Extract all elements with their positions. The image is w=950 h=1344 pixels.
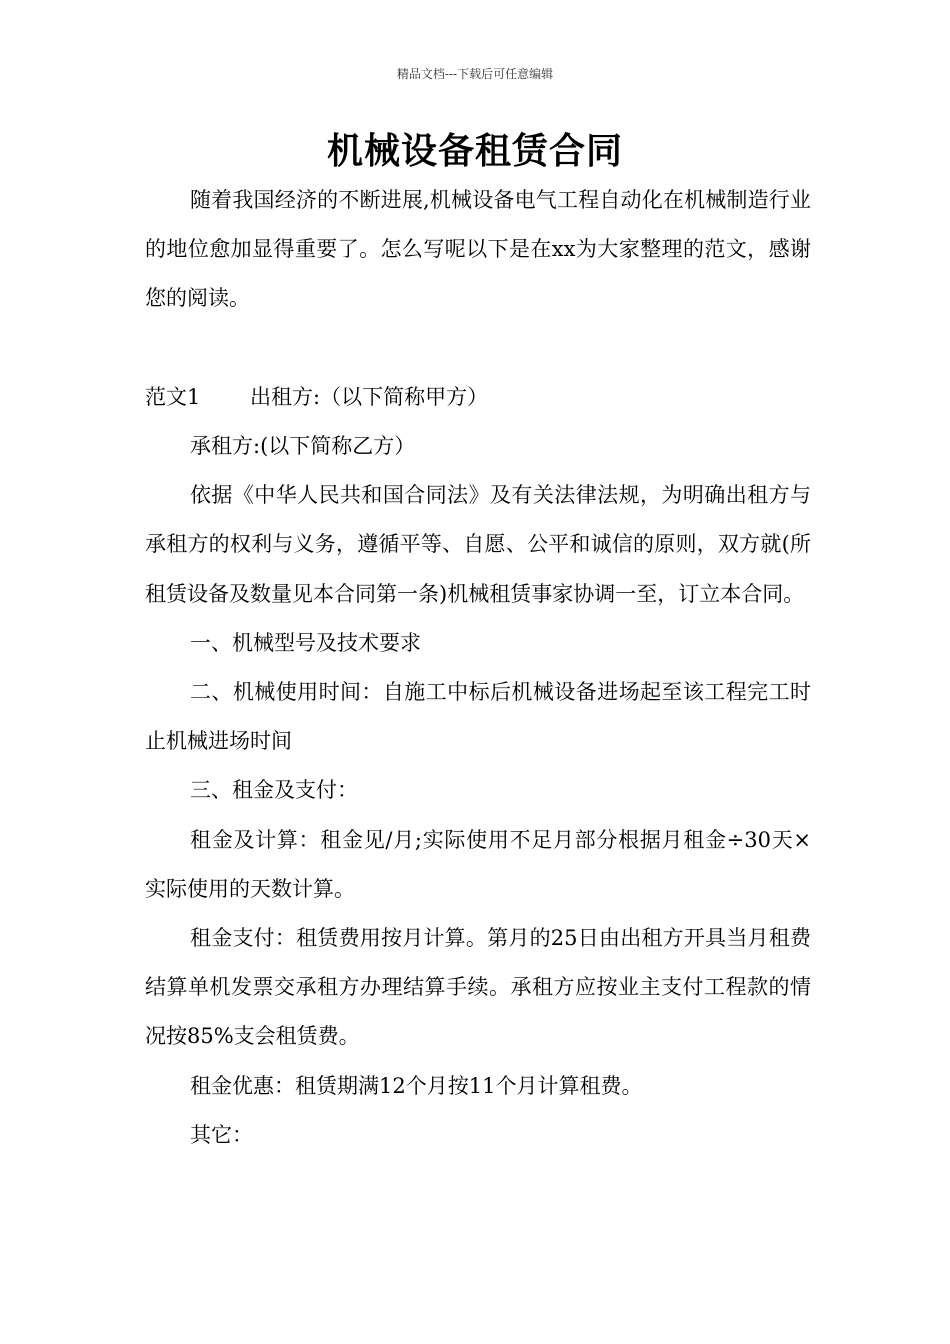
document-body — [145, 176, 811, 1160]
section-label: 范文1 — [145, 384, 201, 409]
document-title: 机械设备租赁合同 — [326, 131, 623, 172]
rent-payment-paragraph: 租金支付：租赁费用按月计算。第月的25日由出租方开具当月租费结算单机发票交承租方办理结算手续。承租方应按业主支付工程款的情况按85%支会租赁费。 — [145, 926, 811, 1049]
lessor-line — [145, 373, 811, 422]
page-header: 精品文档---下载后可任意编辑 — [396, 67, 554, 81]
intro-paragraph: 随着我国经济的不断进展,机械设备电气工程自动化在机械制造行业的地位愈加显得重要了。怎么写呢以下是在xx为大家整理的范文，感谢您的阅读。 — [145, 188, 811, 311]
rent-discount-paragraph: 租金优惠：租赁期满12个月按11个月计算租费。 — [190, 1073, 643, 1098]
lessor-text: 出租方:（以下简称甲方） — [250, 384, 489, 409]
basis-paragraph: 依据《中华人民共和国合同法》及有关法律法规，为明确出租方与承租方的权利与义务，遵循平等、自愿、公平和诚信的原则，双方就(所租赁设备及数量见本合同第一条)机械租赁事家协调一至，订立本合同。 — [145, 483, 811, 606]
others-heading: 其它： — [190, 1122, 253, 1147]
paragraph-spacer — [145, 324, 811, 373]
clause-3-heading: 三、租金及支付： — [190, 778, 358, 803]
clause-2-paragraph: 二、机械使用时间：自施工中标后机械设备进场起至该工程完工时止机械进场时间 — [145, 680, 811, 754]
lessee-line: 承租方:(以下简称乙方） — [190, 434, 416, 458]
rent-calculation-paragraph: 租金及计算：租金见/月;实际使用不足月部分根据月租金÷30天×实际使用的天数计算。 — [145, 827, 811, 901]
clause-1-heading: 一、机械型号及技术要求 — [190, 630, 421, 655]
